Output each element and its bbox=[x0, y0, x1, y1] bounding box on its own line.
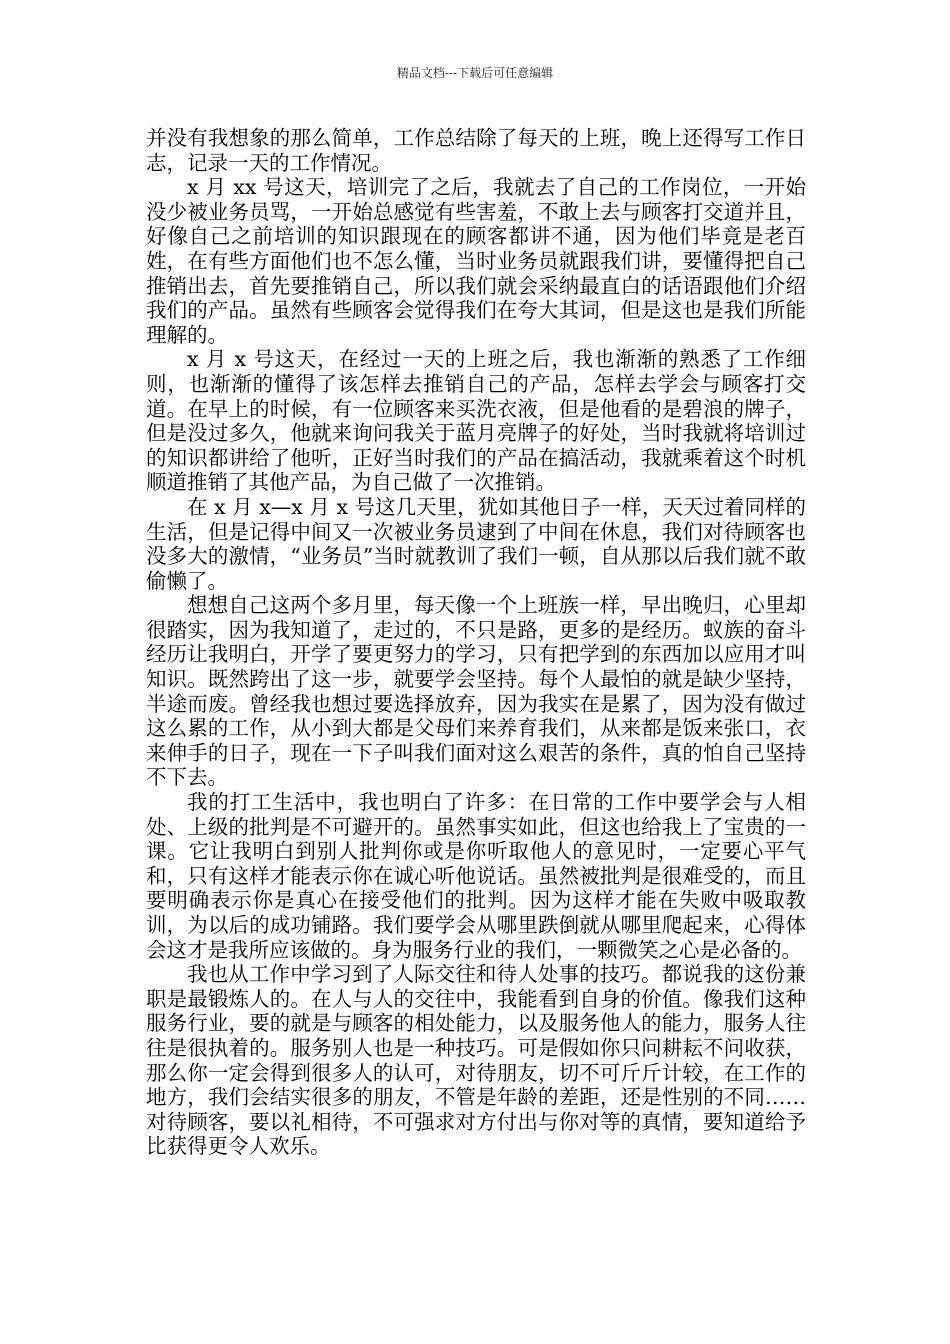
paragraph-social-skills: 我也从工作中学习到了人际交往和待人处事的技巧。都说我的这份兼职是最锻炼人的。在人与人的交往中，我能看到自身的价值。像我们这种服务行业，要的就是与顾客的相处能力，以及服务他人的能力，服务人往往是很执着的。服务别人也是一种技巧。可是假如你只问耕耘不问收获，那么你一定会得到很多人的认可，对待朋友，切不可斤斤计较，在工作的地方，我们会结实很多的朋友，不管是年龄的差距，还是性别的不同……对待顾客，要以礼相待，不可强求对方付出与你对等的真情，要知道给予比获得更令人欢乐。 bbox=[146, 962, 806, 1159]
document-body bbox=[146, 126, 806, 1159]
paragraph-continuation: 并没有我想象的那么简单，工作总结除了每天的上班，晚上还得写工作日志，记录一天的工作情况。 bbox=[146, 126, 806, 175]
paragraph-training-day: x 月 xx 号这天，培训完了之后，我就去了自己的工作岗位，一开始没少被业务员骂，一开始总感觉有些害羞，不敢上去与顾客打交道并且，好像自己之前培训的知识跟现在的顾客都讲不通，因为他们毕竟是老百姓，在有些方面他们也不怎么懂，当时业务员就跟我们讲，要懂得把自己推销出去，首先要推销自己，所以我们就会采纳最直白的话语跟他们介绍我们的产品。虽然有些顾客会觉得我们在夸大其词，但是这也是我们所能理解的。 bbox=[146, 175, 806, 347]
paragraph-caught-resting: 在 x 月 x—x 月 x 号这几天里，犹如其他日子一样，天天过着同样的生活，但是记得中间又一次被业务员逮到了中间在休息，我们对待顾客也没多大的激情，“业务员”当时就教训了我们一顿，自从那以后我们就不敢偷懒了。 bbox=[146, 494, 806, 593]
page-header: 精品文档---下载后可任意编辑 bbox=[396, 66, 554, 80]
paragraph-selling-day: x 月 x 号这天，在经过一天的上班之后，我也渐渐的熟悉了工作细则，也渐渐的懂得了该怎样去推销自己的产品，怎样去学会与顾客打交道。在早上的时候，有一位顾客来买洗衣液，但是他看的是碧浪的牌子，但是没过多久，他就来询问我关于蓝月亮牌子的好处，当时我就将培训过的知识都讲给了他听，正好当时我们的产品在搞活动，我就乘着这个时机顺道推销了其他产品，为自己做了一次推销。 bbox=[146, 347, 806, 495]
paragraph-criticism-lesson: 我的打工生活中，我也明白了许多：在日常的工作中要学会与人相处、上级的批判是不可避开的。虽然事实如此，但这也给我上了宝贵的一课。它让我明白到别人批判你或是你听取他人的意见时，一定要心平气和，只有这样才能表示你在诚心听他说话。虽然被批判是很难受的，而且要明确表示你是真心在接受他们的批判。因为这样才能在失败中吸取教训，为以后的成功铺路。我们要学会从哪里跌倒就从哪里爬起来，心得体会这才是我所应该做的。身为服务行业的我们，一颗微笑之心是必备的。 bbox=[146, 790, 806, 962]
paragraph-reflection: 想想自己这两个多月里，每天像一个上班族一样，早出晚归，心里却很踏实，因为我知道了，走过的，不只是路，更多的是经历。蚁族的奋斗经历让我明白，开学了要更努力的学习，只有把学到的东西加以应用才叫知识。既然跨出了这一步，就要学会坚持。每个人最怕的就是缺少坚持，半途而废。曾经我也想过要选择放弃，因为我实在是累了，因为没有做过这么累的工作，从小到大都是父母们来养育我们，从来都是饭来张口，衣来伸手的日子，现在一下子叫我们面对这么艰苦的条件，真的怕自己坚持不下去。 bbox=[146, 593, 806, 790]
